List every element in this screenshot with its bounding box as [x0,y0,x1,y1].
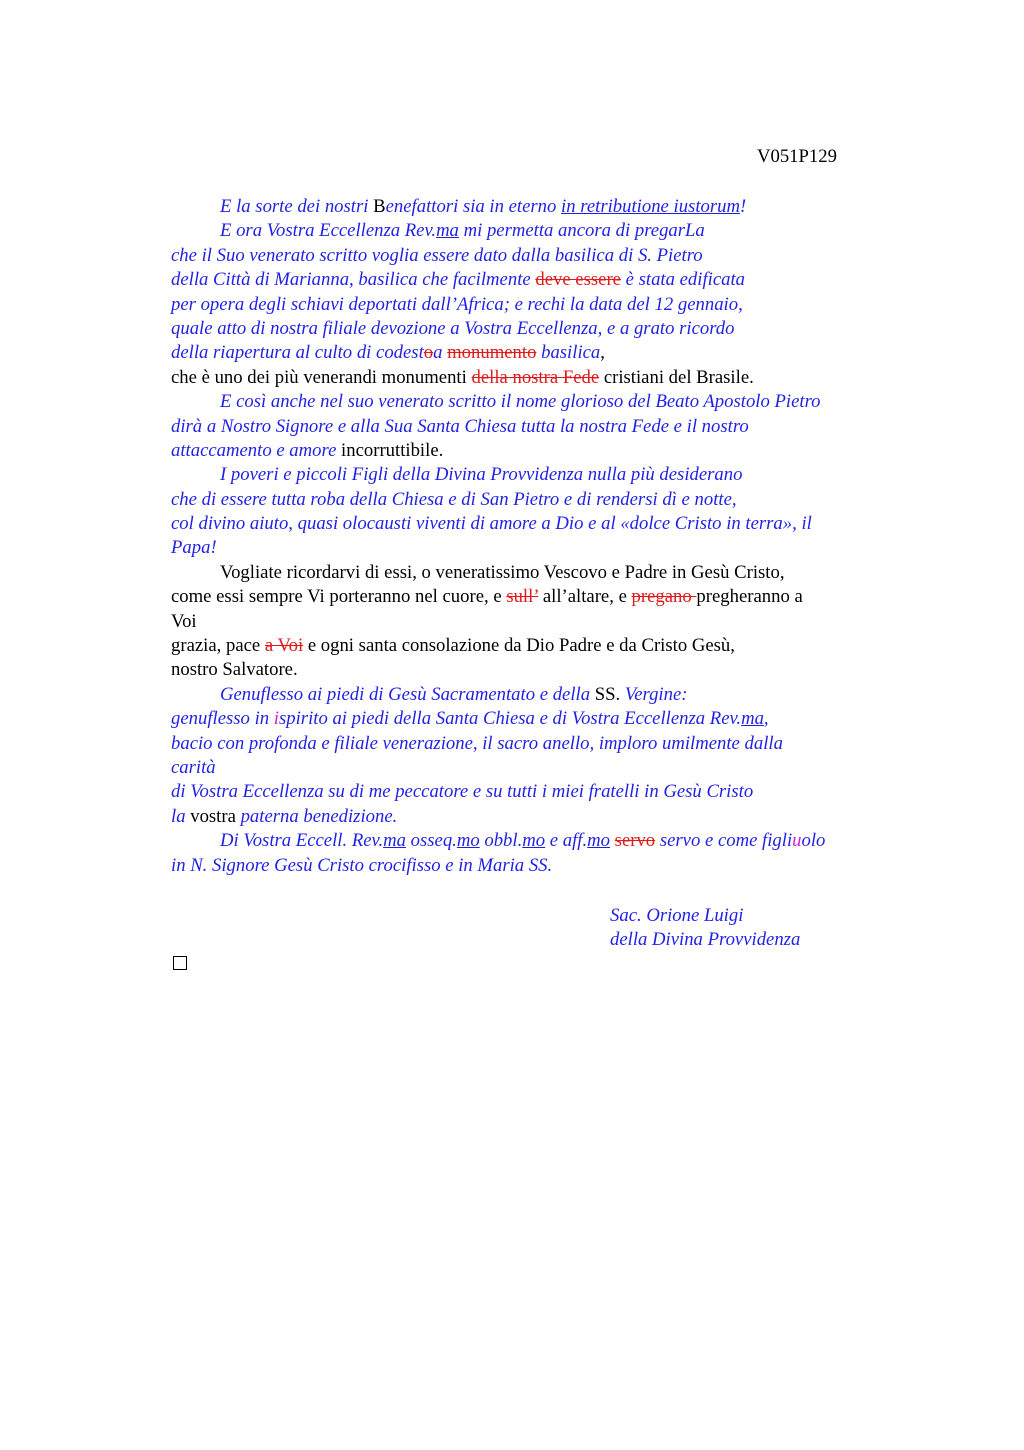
text-line [171,610,971,634]
signature-congregation: della Divina Provvidenza [610,929,801,951]
text-span: che di essere tutta roba della Chiesa e di San Pietro e di rendersi dì e notte, [171,488,737,510]
text-line [171,732,971,756]
text-span: ! [739,196,747,217]
text-line [171,390,971,414]
text-line [171,585,971,609]
text-line [171,463,971,487]
deleted-text: monumento [447,342,537,364]
text-span: in retributione iustorum [561,196,740,217]
text-span: in N. Signore Gesù Cristo crocifisso e in Maria SS. [171,854,553,876]
text-span: che è uno dei più venerandi monumenti [171,366,472,388]
text-span: attaccamento e amore [171,439,337,461]
text-line [171,488,971,512]
text-span: della Città di Marianna, basilica che facilmente [171,269,536,291]
text-span: , [600,342,605,364]
text-span: dirà a Nostro Signore e alla Sua Santa Chiesa tutta la nostra Fede e il nostro [171,415,749,437]
text-span: è stata edificata [620,269,746,291]
text-span: u [792,830,802,852]
text-span: mo [522,830,546,852]
text-span: B [373,196,386,217]
text-span: genuflesso in [171,708,274,730]
text-line [171,293,971,317]
text-span: enefattori sia in eterno [385,196,562,217]
text-span: carità [171,756,216,778]
text-line [171,561,971,585]
text-span: Voi [171,610,197,632]
text-span: ma [741,708,764,730]
text-line [171,780,971,804]
text-line [171,341,971,365]
text-line [171,756,971,780]
text-span: obbl. [479,830,523,852]
text-span: mi permetta ancora di pregarLa [458,220,705,242]
text-span: olo [801,830,826,852]
text-span: , [763,708,769,730]
text-line [171,219,971,243]
deleted-text: pregano [631,586,697,608]
text-line [171,658,971,682]
text-span: che il Suo venerato scritto voglia essere dato dalla basilica di S. Pietro [171,244,703,266]
text-span: paterna benedizione. [240,805,398,827]
text-span: spirito ai piedi della Santa Chiesa e di Vostra Eccellenza Rev. [278,708,742,730]
text-span: Di Vostra Eccell. Rev. [220,830,384,852]
text-span: ma [436,220,459,242]
text-span: osseq. [405,830,457,852]
text-span: Papa! [171,537,217,559]
text-span: e aff. [545,830,588,852]
deleted-text: sull’ [506,586,539,608]
text-span: SS. [594,683,621,705]
deleted-text: della nostra Fede [471,366,600,388]
text-line [171,854,971,878]
text-span: di Vostra Eccellenza su di me peccatore e su tutti i miei fratelli in Gesù Cristo [171,781,754,803]
deleted-text: o [423,342,434,364]
text-span: servo e come figli [655,830,793,852]
signature-name: Sac. Orione Luigi [610,905,744,926]
text-span: cristiani del Brasile. [599,366,754,388]
text-line [171,244,971,268]
text-line [171,366,971,390]
text-span: E la sorte dei nostri [220,196,374,217]
text-span: Vergine: [620,683,688,705]
text-span: nostro Salvatore. [171,659,298,681]
deleted-text: a Voi [264,635,304,657]
text-span: E ora Vostra Eccellenza Rev. [220,220,437,242]
text-line [171,195,971,219]
page-id: V051P129 [757,146,837,167]
text-span: pregheranno a [696,586,803,608]
text-line [171,317,971,341]
signature-block [610,904,800,953]
text-line [171,634,971,658]
text-line [171,415,971,439]
deleted-text: deve essere [535,269,621,291]
text-span: basilica [536,342,601,364]
text-line [171,268,971,292]
text-span: i [273,708,279,730]
text-span: a [433,342,448,364]
text-span: vostra [185,805,241,827]
text-span: grazia, pace [171,635,265,657]
text-span: bacio con profonda e filiale venerazione, il sacro anello, imploro umilmente dalla [171,732,783,754]
deleted-text: servo [614,830,656,852]
text-line [171,707,971,731]
text-span: e ogni santa consolazione da Dio Padre e da Cristo Gesù, [303,635,735,657]
text-span: mo [456,830,480,852]
text-span: Genuflesso ai piedi di Gesù Sacramentato e della [220,683,595,705]
text-span: col divino aiuto, quasi olocausti viventi di amore a Dio e al «dolce Cristo in terra», il [171,513,812,535]
square-marker [173,956,187,970]
text-span: per opera degli schiavi deportati dall’Africa; e rechi la data del 12 gennaio, [171,293,743,315]
text-line [171,512,971,536]
text-line [171,805,971,829]
text-span: come essi sempre Vi porteranno nel cuore, e [171,586,507,608]
text-span: Vogliate ricordarvi di essi, o veneratissimo Vescovo e Padre in Gesù Cristo, [220,561,785,583]
text-line [171,829,971,853]
text-line [171,683,971,707]
text-span: I poveri e piccoli Figli della Divina Provvidenza nulla più desiderano [220,464,743,486]
text-span: quale atto di nostra filiale devozione a Vostra Eccellenza, e a grato ricordo [171,317,735,339]
text-span: all’altare, e [538,586,632,608]
text-span: E così anche nel suo venerato scritto il nome glorioso del Beato Apostolo Pietro [220,391,821,413]
text-line [171,536,971,560]
text-span: ma [383,830,406,852]
text-span: incorruttibile. [336,439,444,461]
text-line [171,439,971,463]
text-span: la [171,805,186,827]
text-span: mo [587,830,610,852]
letter-body [171,195,971,878]
text-span: della riapertura al culto di codest [171,342,424,364]
